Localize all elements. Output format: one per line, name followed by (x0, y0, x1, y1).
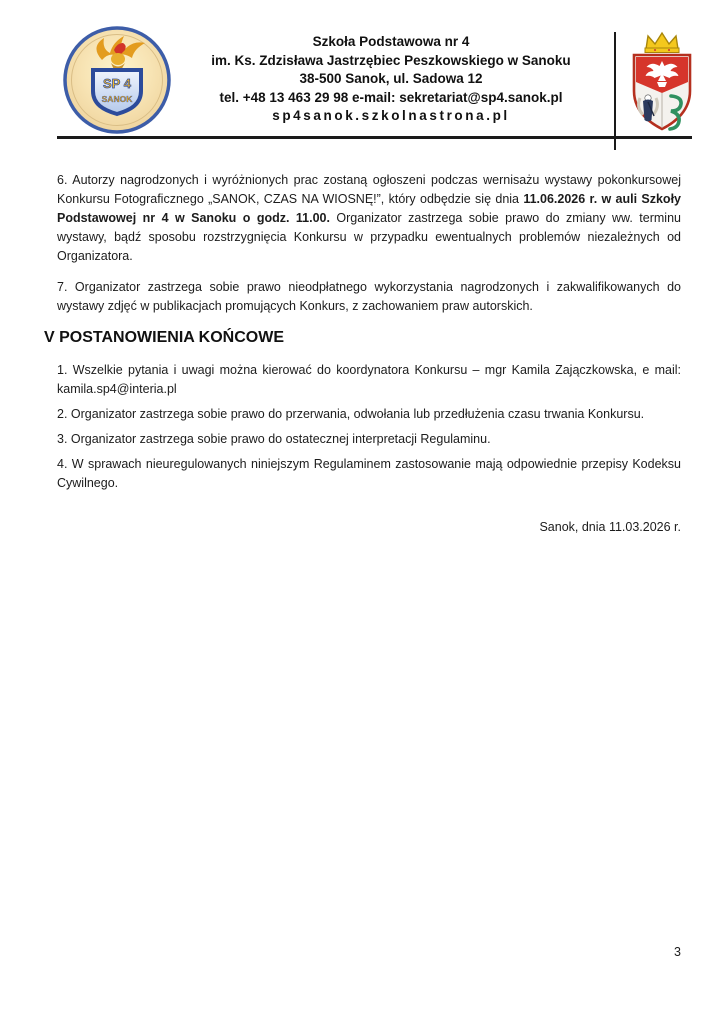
school-logo-badge (62, 25, 172, 135)
final-item-3: 3. Organizator zastrzega sobie prawo do ostatecznej interpretacji Regulaminu. (57, 432, 491, 446)
crown-icon (645, 33, 679, 53)
header-vertical-divider (614, 32, 616, 150)
paragraph-6-text: 6. Autorzy nagrodzonych i wyróżnionych prac zostaną ogłoszeni podczas wernisażu wystawy pokonkursowej Konkursu Fotograficznego „SANOK, CZAS NA WIOSNĘ!”, który odbędzie się dnia (57, 173, 681, 206)
shield-text-sp4: SP 4 (103, 76, 131, 91)
school-contact: tel. +48 13 463 29 98 e-mail: sekretariat@sp4.sanok.pl (219, 89, 563, 105)
page-number: 3 (674, 945, 681, 959)
paragraph-6-text-cont: Organizator zastrzega sobie prawo do zmiany ww. terminu wystawy, bądź sposobu rozstrzygnięcia Konkursu w przypadku ewentualnych problemów niezależnych od Organizatora. (57, 211, 681, 263)
shield-icon (634, 55, 690, 129)
final-item-1: 1. Wszelkie pytania i uwagi można kierować do koordynatora Konkursu – mgr Kamila Zajączkowska, e mail: kamila.sp4@interia.pl (57, 363, 681, 396)
shield-text-sanok: SANOK (101, 94, 133, 104)
header-rule (57, 136, 692, 139)
school-patron: im. Ks. Zdzisława Jastrzębiec Peszkowskiego w Sanoku (211, 52, 571, 68)
paragraph-6 (57, 171, 681, 266)
final-item-2: 2. Organizator zastrzega sobie prawo do przerwania, odwołania lub przedłużenia czasu trwania Konkursu. (57, 407, 645, 421)
school-logo (62, 25, 172, 135)
school-address: 38-500 Sanok, ul. Sadowa 12 (299, 71, 483, 87)
school-website: sp4sanok.szkolnastrona.pl (272, 108, 510, 124)
sanok-coat-of-arms (627, 30, 697, 134)
date-line: Sanok, dnia 11.03.2026 r. (539, 520, 681, 534)
coat-of-arms-graphic (627, 30, 697, 134)
section-heading: V POSTANOWIENIA KOŃCOWE (44, 329, 284, 346)
shield-icon (93, 70, 141, 114)
school-name: Szkoła Podstawowa nr 4 (312, 34, 470, 49)
document-body (44, 171, 681, 537)
letterhead-text (170, 33, 612, 126)
paragraph-6-bold-date: 11.06.2026 r. w auli Szkoły Podstawowej nr 4 w Sanoku o godz. 11.00. (57, 192, 681, 225)
paragraph-7: 7. Organizator zastrzega sobie prawo nieodpłatnego wykorzystania nagrodzonych i zakwalifikowanych do wystawy zdjęć w publikacjach promujących Konkurs, z zachowaniem praw autorskich. (57, 280, 681, 313)
final-item-4: 4. W sprawach nieuregulowanych niniejszym Regulaminem zastosowanie mają odpowiednie przepisy Kodeksu Cywilnego. (57, 457, 681, 490)
